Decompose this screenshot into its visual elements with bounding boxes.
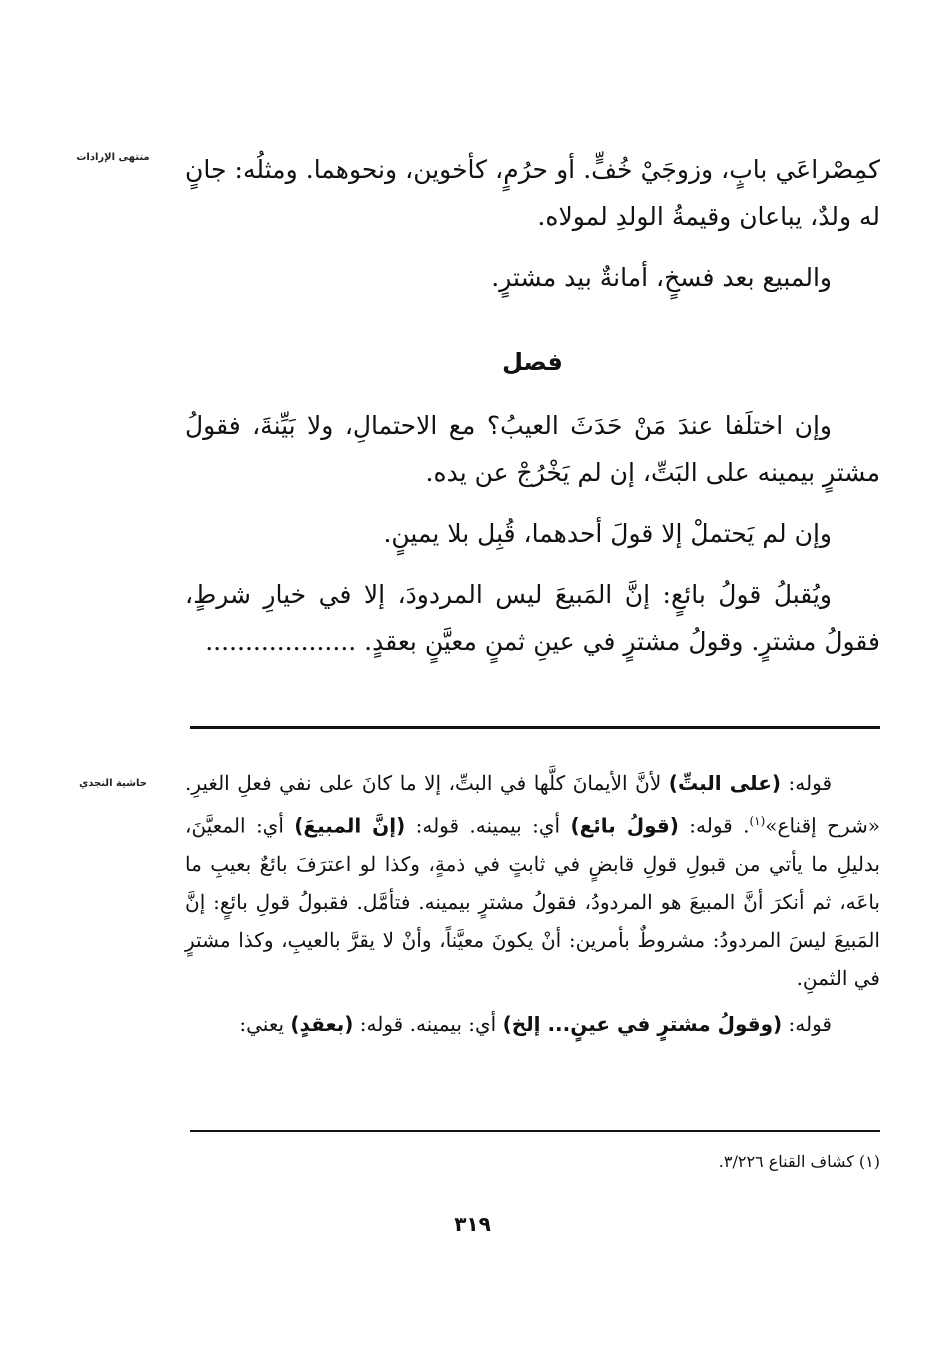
commentary-paragraph-1 — [185, 764, 880, 997]
main-paragraph-2: والمبيع بعد فسخٍ، أمانةٌ بيد مشترٍ. — [491, 263, 832, 292]
main-paragraph-4: وإن لم يَحتملْ إلا قولَ أحدهما، قُبِل بلا يمينٍ. — [383, 519, 832, 548]
commentary-lemma: (بعقدٍ) — [290, 1011, 354, 1036]
commentary-text: أي: بيمينه. قوله: — [405, 813, 571, 838]
main-paragraph-1: كمِصْراعَي بابٍ، وزوجَيْ خُفٍّ. أو حرُمٍ، كأخوين، ونحوهما. ومثلُه: جانٍ له ولدٌ، يباعان وقيمةُ الولدِ لمولاه. — [185, 155, 880, 231]
commentary-text: . قوله: — [678, 813, 750, 838]
commentary-lemma: (قولُ بائع) — [570, 813, 679, 838]
commentary-lemma: (وقولُ مشترٍ في عينٍ... إلخ) — [502, 1011, 783, 1036]
separator-rule — [190, 726, 880, 729]
commentary-text: يعني: — [239, 1011, 291, 1036]
margin-label-source: منتهى الإرادات — [76, 152, 150, 163]
main-paragraph-3: وإن اختلَفا عندَ مَنْ حَدَثَ العيبُ؟ مع الاحتمالِ، ولا بَيِّنةَ، فقولُ مشترٍ بيمينه على البَتِّ، إن لم يَخْرُجْ عن يده. — [185, 411, 880, 487]
commentary-text: لأنَّ الأيمانَ كلَّها في البتِّ، إلا ما كانَ على نفي فعلِ الغيرِ. «شرح إقناع» — [185, 771, 881, 838]
page-number: ٣١٩ — [454, 1212, 491, 1236]
main-text-block-2 — [185, 402, 880, 665]
main-text-block — [185, 146, 880, 301]
margin-label-commentary: حاشية النجدي — [79, 778, 147, 789]
commentary-text: قوله: — [782, 1011, 832, 1036]
main-paragraph-5: ويُقبلُ قولُ بائعٍ: إنَّ المَبيعَ ليس المردودَ، إلا في خيارِ شرطٍ، فقولُ مشترٍ. وقولُ مشترٍ في عينِ ثمنٍ معيَّنٍ بعقدٍ. ................... — [185, 580, 880, 656]
commentary-lemma: (إنَّ المبيعَ) — [294, 813, 406, 838]
commentary-lemma: (على البتِّ) — [668, 771, 781, 795]
commentary-text: قوله: — [781, 771, 832, 795]
commentary-block — [185, 764, 880, 1043]
footnote: (١) كشاف القناع ٣/٢٢٦. — [718, 1152, 880, 1171]
footnote-rule — [190, 1130, 880, 1132]
commentary-paragraph-2 — [185, 1005, 880, 1043]
commentary-text: أي: المعيَّنَ، بدليلِ ما يأتي من قبولِ قولِ قابضٍ في ثابتٍ في ذمةٍ، وكذا لو اعترَفَ بائعٌ بعيبِ ما باعَه، ثم أنكرَ أنَّ المبيعَ هو المردودُ، فقولُ مشترٍ بيمينه. فتأمَّل. فقبولُ قولِ بائعٍ: إنَّ المَبيعَ ليسَ المردودُ: مشروطٌ بأمرين: أنْ يكونَ معيَّناً، وأنْ لا يقرَّ بالعيبِ، وكذا مشترٍ في الثمنِ. — [185, 813, 880, 990]
footnote-reference: (١) — [749, 814, 766, 828]
commentary-text: أي: بيمينه. قوله: — [353, 1011, 503, 1036]
section-heading: فصل — [502, 348, 563, 376]
